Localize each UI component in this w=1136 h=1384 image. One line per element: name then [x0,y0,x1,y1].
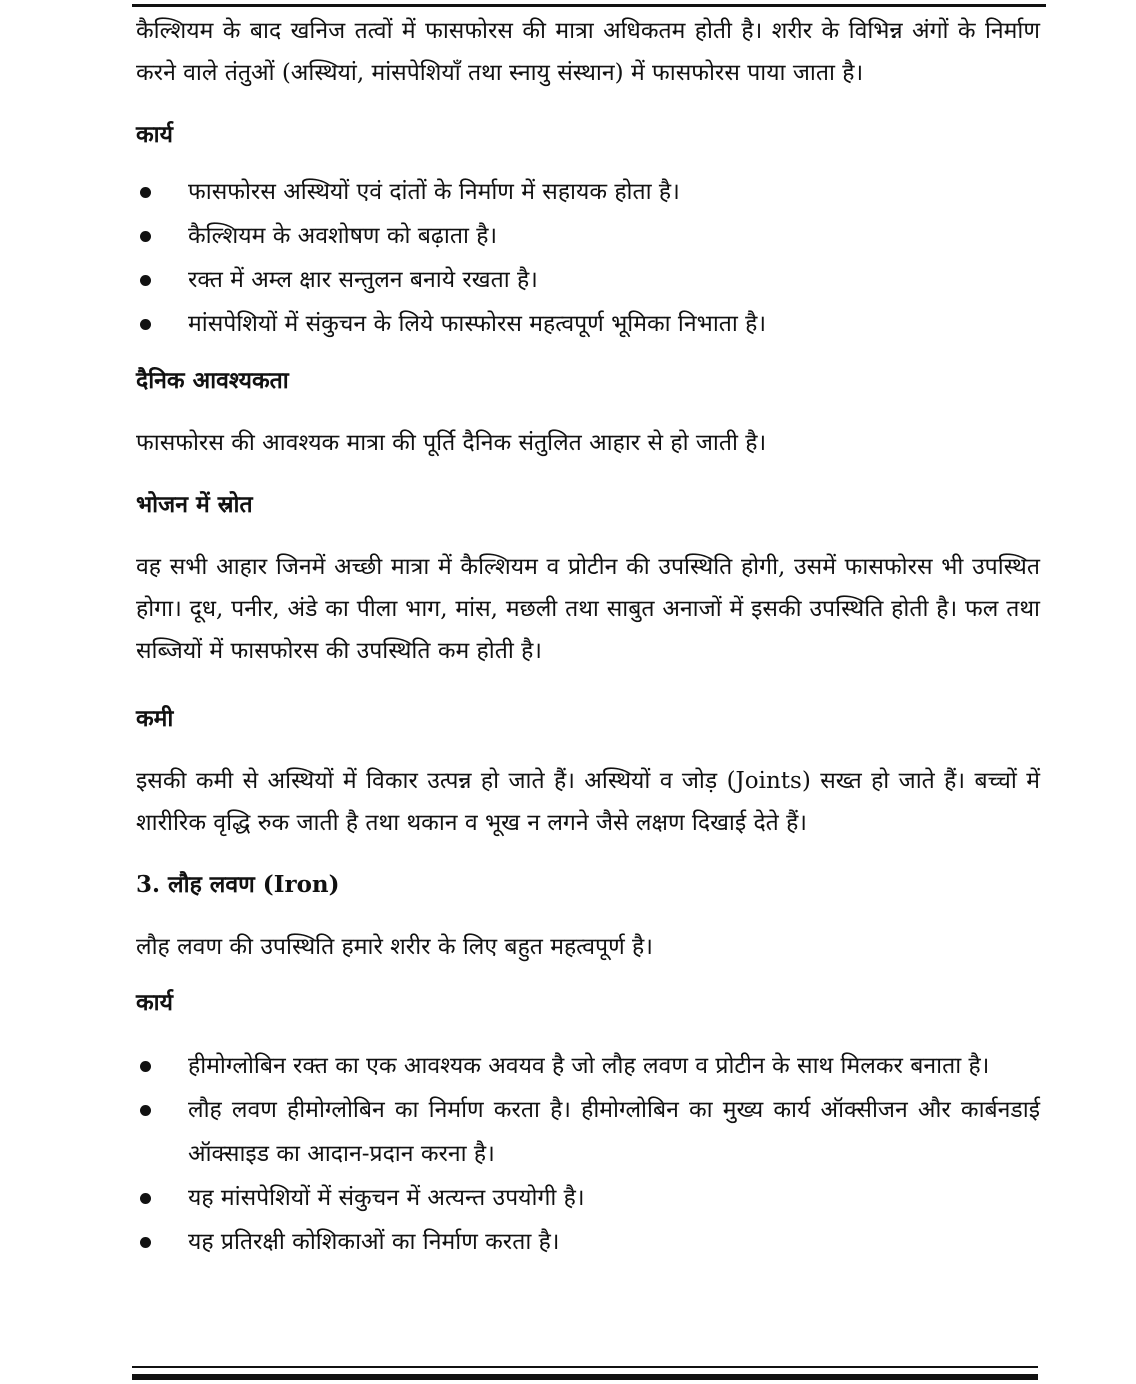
bottom-rule-thin [132,1366,1038,1368]
list-item: रक्त में अम्ल क्षार सन्तुलन बनाये रखता है। [136,258,1040,302]
iron-functions-list [136,1044,1040,1264]
daily-requirement-heading: दैनिक आवश्यकता [136,367,289,394]
bullet-icon [140,1061,151,1072]
deficiency-text: इसकी कमी से अस्थियों में विकार उत्पन्न हो जाते हैं। अस्थियों व जोड़ (Joints) सख्त हो जाते हैं। बच्चों में शारीरिक वृद्धि रुक जाती है तथा थकान व भूख न लगने जैसे लक्षण दिखाई देते हैं। [136,768,1040,836]
phosphorus-functions-list [136,170,1040,346]
bottom-rule-thick [132,1374,1038,1380]
list-item: मांसपेशियों में संकुचन के लिये फास्फोरस महत्वपूर्ण भूमिका निभाता है। [136,302,1040,346]
phosphorus-functions-heading: कार्य [136,121,173,148]
top-rule [132,4,1046,7]
list-item: कैल्शियम के अवशोषण को बढ़ाता है। [136,214,1040,258]
bullet-icon [140,187,151,198]
deficiency-heading: कमी [136,705,174,732]
list-item: लौह लवण हीमोग्लोबिन का निर्माण करता है। हीमोग्लोबिन का मुख्य कार्य ऑक्सीजन और कार्बनडाई ऑक्साइड का आदान-प्रदान करना है। [136,1088,1040,1176]
bullet-icon [140,231,151,242]
iron-intro-text: लौह लवण की उपस्थिति हमारे शरीर के लिए बहुत महत्वपूर्ण है। [136,934,653,960]
list-item: हीमोग्लोबिन रक्त का एक आवश्यक अवयव है जो लौह लवण व प्रोटीन के साथ मिलकर बनाता है। [136,1044,1040,1088]
food-sources-heading: भोजन में स्रोत [136,491,253,518]
bullet-icon [140,275,151,286]
bullet-icon [140,1237,151,1248]
bullet-icon [140,1193,151,1204]
list-item: यह प्रतिरक्षी कोशिकाओं का निर्माण करता है। [136,1220,1040,1264]
bullet-icon [140,1105,151,1116]
phosphorus-intro-paragraph: कैल्शियम के बाद खनिज तत्वों में फासफोरस की मात्रा अधिकतम होती है। शरीर के विभिन्न अंगों के निर्माण करने वाले तंतुओं (अस्थियां, मांसपेशियाँ तथा स्नायु संस्थान) में फासफोरस पाया जाता है। [136,18,1040,86]
list-item: यह मांसपेशियों में संकुचन में अत्यन्त उपयोगी है। [136,1176,1040,1220]
page-content [136,10,1040,1264]
bullet-icon [140,319,151,330]
food-sources-text: वह सभी आहार जिनमें अच्छी मात्रा में कैल्शियम व प्रोटीन की उपस्थिति होगी, उसमें फासफोरस भी उपस्थित होगा। दूध, पनीर, अंडे का पीला भाग, मांस, मछली तथा साबुत अनाजों में इसकी उपस्थिति होती है। फल तथा सब्जियों में फासफोरस की उपस्थिति कम होती है। [136,554,1040,664]
iron-functions-heading: कार्य [136,989,173,1016]
iron-section-heading: 3. लौह लवण (Iron) [136,871,340,898]
list-item: फासफोरस अस्थियों एवं दांतों के निर्माण में सहायक होता है। [136,170,1040,214]
daily-requirement-text: फासफोरस की आवश्यक मात्रा की पूर्ति दैनिक संतुलित आहार से हो जाती है। [136,430,767,456]
